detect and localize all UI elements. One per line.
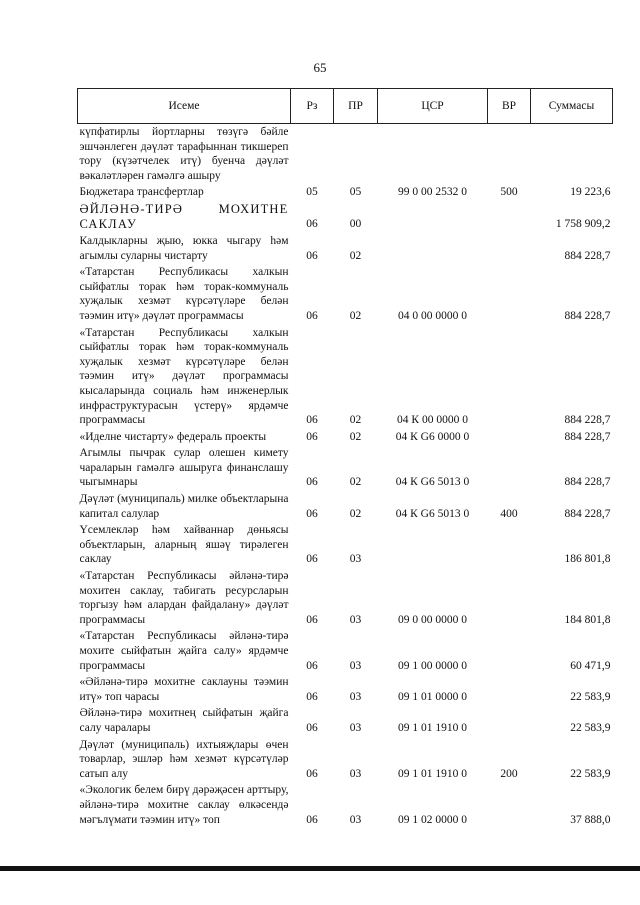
table-row	[78, 445, 613, 491]
row-name: «Татарстан Республикасы халкын сыйфатлы торак һәм торак-коммуналь хуҗалык хезмәт күрсәтүләре белән тәэмин итү» дәүләт программасы кысаларында социаль һәм инженерлык инфраструктурасын үстерү» ярдәмче программасы	[79, 326, 289, 427]
row-rz: 06	[306, 476, 318, 489]
row-name: «Әйләнә-тирә мохитне саклауны тәэмин итү» топ чарасы	[79, 676, 289, 703]
row-rz: 06	[306, 613, 318, 626]
row-vr: 200	[500, 767, 518, 780]
row-name: Дәүләт (муниципаль) ихтыяҗлары өчен товарлар, эшләр һәм хезмәт күрсәтүләр сатып алу	[79, 738, 289, 780]
row-vr	[488, 429, 531, 446]
page-number: 65	[313, 60, 327, 75]
row-csr: 09 1 01 1910 0	[398, 767, 467, 780]
row-vr	[488, 674, 531, 705]
row-name: «Экологик белем бирү дәрәҗәсен арттыру, әйләнә-тирә мохитне саклау өлкәсендә мәгълүмати тәэмин итү» топ	[79, 784, 289, 826]
row-name: «Татарстан Республикасы халкын сыйфатлы торак һәм торак-коммуналь хуҗалык хезмәт күрсәтүләре белән тәэмин итү» дәүләт программасы	[79, 266, 289, 322]
row-name: «Татарстан Республикасы әйләнә-тирә мохитен саклау, табигать ресурсларын торгызу һәм алардан файдалану» дәүләт программасы	[79, 570, 289, 626]
row-csr	[378, 522, 488, 568]
row-rz	[291, 124, 334, 185]
table-row	[78, 522, 613, 568]
row-vr	[488, 705, 531, 736]
row-rz: 06	[306, 767, 318, 780]
row-csr	[378, 201, 488, 233]
row-sum: 60 471,9	[570, 659, 611, 672]
row-sum: 884 228,7	[564, 507, 611, 520]
table-row	[78, 233, 613, 264]
row-name: Калдыкларны җыю, юкка чыгару һәм агымлы суларны чистарту	[79, 234, 289, 262]
header-sum: Суммасы	[531, 89, 613, 124]
row-pr: 03	[349, 553, 362, 566]
row-name: Бюджетара трансфертлар	[79, 186, 204, 199]
row-vr	[488, 782, 531, 828]
row-csr: 04 К G6 0000 0	[395, 430, 470, 443]
row-sum: 884 228,7	[564, 249, 611, 262]
row-vr	[488, 233, 531, 264]
table-row	[78, 429, 613, 446]
row-csr	[378, 233, 488, 264]
row-sum: 184 801,8	[564, 613, 611, 626]
row-rz: 06	[306, 249, 318, 262]
row-name: Әйләнә-тирә мохитнең сыйфатын җайга салу чаралары	[79, 707, 289, 734]
row-sum: 22 583,9	[570, 767, 611, 780]
header-pr: ПР	[334, 89, 378, 124]
row-name: күпфатирлы йортларны төзүгә бәйле эшчәнлеген дәүләт тарафыннан тикшереп тору (күзәтчелек итү) буенча дәүләт вәкаләтләрен гамәлгә ашыру	[79, 126, 289, 182]
row-sum	[531, 124, 613, 185]
row-rz: 06	[306, 309, 318, 322]
row-name: Үсемлекләр һәм хайваннар дөньясы объектларын, аларның яшәү тирәлеген саклау	[79, 524, 289, 566]
row-csr: 04 К 00 0000 0	[397, 414, 468, 427]
row-vr	[488, 325, 531, 429]
row-name: Агымлы пычрак сулар олешен кимету чараларын гамәлгә ашыруга финанслашу чыгымнары	[79, 447, 289, 489]
table-row	[78, 568, 613, 628]
row-vr	[488, 201, 531, 233]
row-pr	[334, 124, 378, 185]
row-pr: 03	[349, 659, 362, 672]
row-pr: 02	[349, 249, 362, 262]
table-row	[78, 705, 613, 736]
row-vr	[488, 264, 531, 324]
row-name: «Татарстан Республикасы әйләнә-тирә мохите сыйфатын җайга салу» ярдәмче программасы	[79, 630, 289, 672]
row-vr	[488, 445, 531, 491]
scan-edge-bar	[0, 866, 640, 871]
row-sum: 22 583,9	[570, 721, 611, 734]
row-name: «Иделне чистарту» федераль проекты	[79, 430, 267, 443]
row-rz: 06	[306, 507, 318, 520]
row-rz: 06	[306, 430, 318, 443]
row-csr: 04 К G6 5013 0	[395, 507, 470, 520]
row-pr: 05	[349, 186, 362, 199]
row-vr: 500	[500, 186, 518, 199]
row-vr	[488, 522, 531, 568]
row-pr: 02	[349, 430, 362, 443]
table-row	[78, 628, 613, 674]
table-row	[78, 184, 613, 201]
row-pr: 03	[349, 613, 362, 626]
row-sum: 884 228,7	[564, 430, 611, 443]
header-rz: Рз	[291, 89, 334, 124]
row-rz: 06	[306, 218, 318, 231]
budget-table	[77, 88, 613, 828]
row-pr: 02	[349, 309, 362, 322]
row-sum: 1 758 909,2	[555, 218, 611, 231]
header-csr: ЦСР	[378, 89, 488, 124]
row-sum: 884 228,7	[564, 414, 611, 427]
table-header-row	[78, 89, 613, 124]
row-rz: 06	[306, 690, 318, 703]
row-csr	[378, 124, 488, 185]
row-pr: 03	[349, 813, 362, 826]
row-sum: 37 888,0	[570, 813, 611, 826]
row-vr	[488, 124, 531, 185]
row-pr: 03	[349, 690, 362, 703]
table-row	[78, 325, 613, 429]
row-rz: 06	[306, 553, 318, 566]
row-csr: 04 0 00 0000 0	[398, 309, 467, 322]
row-sum: 22 583,9	[570, 690, 611, 703]
table-row	[78, 201, 613, 233]
table-row	[78, 782, 613, 828]
row-vr: 400	[500, 507, 518, 520]
header-vr: ВР	[488, 89, 531, 124]
row-vr	[488, 568, 531, 628]
row-sum: 884 228,7	[564, 476, 611, 489]
row-csr: 09 1 01 0000 0	[398, 690, 467, 703]
row-csr: 99 0 00 2532 0	[398, 186, 467, 199]
row-rz: 06	[306, 813, 318, 826]
row-name: Дәүләт (муниципаль) милке объектларына капитал салулар	[79, 493, 289, 520]
row-rz: 06	[306, 414, 318, 427]
table-row	[78, 264, 613, 324]
row-name: ӘЙЛӘНӘ-ТИРӘ МОХИТНЕ САКЛАУ	[79, 201, 289, 231]
row-rz: 05	[306, 186, 318, 199]
row-csr: 04 К G6 5013 0	[395, 476, 470, 489]
row-pr: 03	[349, 721, 362, 734]
row-csr: 09 0 00 0000 0	[398, 613, 467, 626]
row-rz: 06	[306, 659, 318, 672]
row-csr: 09 1 00 0000 0	[398, 659, 467, 672]
row-sum: 186 801,8	[564, 553, 611, 566]
row-pr: 03	[349, 767, 362, 780]
row-pr: 02	[349, 507, 362, 520]
table-row	[78, 124, 613, 185]
table-row	[78, 491, 613, 522]
table-row	[78, 737, 613, 783]
row-rz: 06	[306, 721, 318, 734]
row-pr: 02	[349, 414, 362, 427]
row-pr: 02	[349, 476, 362, 489]
row-sum: 884 228,7	[564, 309, 611, 322]
header-name: Исеме	[78, 89, 291, 124]
row-csr: 09 1 02 0000 0	[398, 813, 467, 826]
row-sum: 19 223,6	[570, 186, 611, 199]
row-pr: 00	[349, 218, 362, 231]
row-vr	[488, 628, 531, 674]
table-row	[78, 674, 613, 705]
row-csr: 09 1 01 1910 0	[398, 721, 467, 734]
